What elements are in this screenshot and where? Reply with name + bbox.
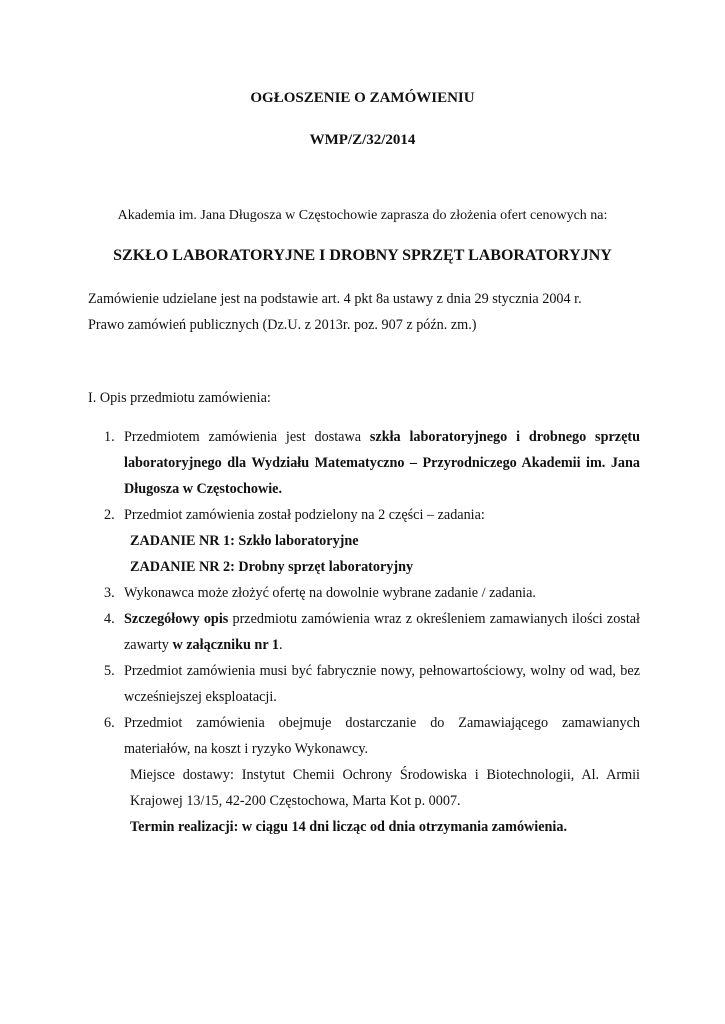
item-text: Przedmiot zamówienia obejmuje dostarczanie do Zamawiającego zamawianych materiałów, na koszt i ryzyko Wykonawcy.: [124, 715, 640, 757]
task-2: ZADANIE NR 2: Drobny sprzęt laboratoryjny: [130, 559, 414, 575]
delivery-location: Miejsce dostawy: Instytut Chemii Ochrony Środowiska i Biotechnologii, Al. Armii Krajowej 13/15, 42-200 Częstochowa, Marta Kot p. 0007.: [130, 767, 640, 809]
attachment-reference: w załączniku nr 1: [172, 637, 279, 653]
item-text: przedmiotu zamówienia wraz z określeniem zamawianych ilości został zawarty: [124, 611, 640, 653]
list-item: [88, 502, 640, 580]
document-title: OGŁOSZENIE O ZAMÓWIENIU: [250, 90, 475, 106]
delivery-deadline: Termin realizacji: w ciągu 14 dni licząc od dnia otrzymania zamówienia.: [130, 819, 568, 835]
section-heading: I. Opis przedmiotu zamówienia:: [88, 390, 271, 406]
list-number: 5.: [104, 663, 115, 679]
list-number: 1.: [104, 429, 115, 445]
list-item: [88, 710, 640, 840]
subject-title: SZKŁO LABORATORYJNE I DROBNY SPRZĘT LABORATORYJNY: [113, 247, 612, 264]
list-number: 3.: [104, 585, 115, 601]
list-item: [88, 658, 640, 710]
legal-basis: [88, 286, 640, 338]
item-text: Przedmiot zamówienia musi być fabrycznie nowy, pełnowartościowy, wolny od wad, bez wcześniejszej eksploatacji.: [124, 663, 640, 705]
item-text-end: .: [279, 637, 283, 653]
intro-text: Akademia im. Jana Długosza w Częstochowie zaprasza do złożenia ofert cenowych na:: [117, 208, 608, 223]
list-item: [88, 606, 640, 658]
list-item: [88, 424, 640, 502]
item-bold-text: Szczegółowy opis: [124, 611, 229, 627]
item-bold-text: szkła laboratoryjnego i drobnego sprzętu laboratoryjnego dla Wydziału Matematyczno – Przyrodniczego Akademii im. Jana Długosza w Częstochowie.: [124, 429, 640, 497]
reference-number: WMP/Z/32/2014: [309, 132, 416, 148]
task-1: ZADANIE NR 1: Szkło laboratoryjne: [130, 533, 359, 549]
item-text: Przedmiot zamówienia został podzielony na 2 części – zadania:: [124, 507, 485, 523]
list-number: 4.: [104, 611, 115, 627]
requirements-list: [88, 424, 640, 840]
item-text: Wykonawca może złożyć ofertę na dowolnie wybrane zadanie / zadania.: [124, 585, 536, 601]
list-number: 2.: [104, 507, 115, 523]
legal-basis-line-2: Prawo zamówień publicznych (Dz.U. z 2013r. poz. 907 z późn. zm.): [88, 317, 477, 333]
item-text: Przedmiotem zamówienia jest dostawa: [124, 429, 370, 445]
legal-basis-line-1: Zamówienie udzielane jest na podstawie art. 4 pkt 8a ustawy z dnia 29 stycznia 2004 r.: [88, 291, 582, 307]
list-item: [88, 580, 640, 606]
list-number: 6.: [104, 715, 115, 731]
